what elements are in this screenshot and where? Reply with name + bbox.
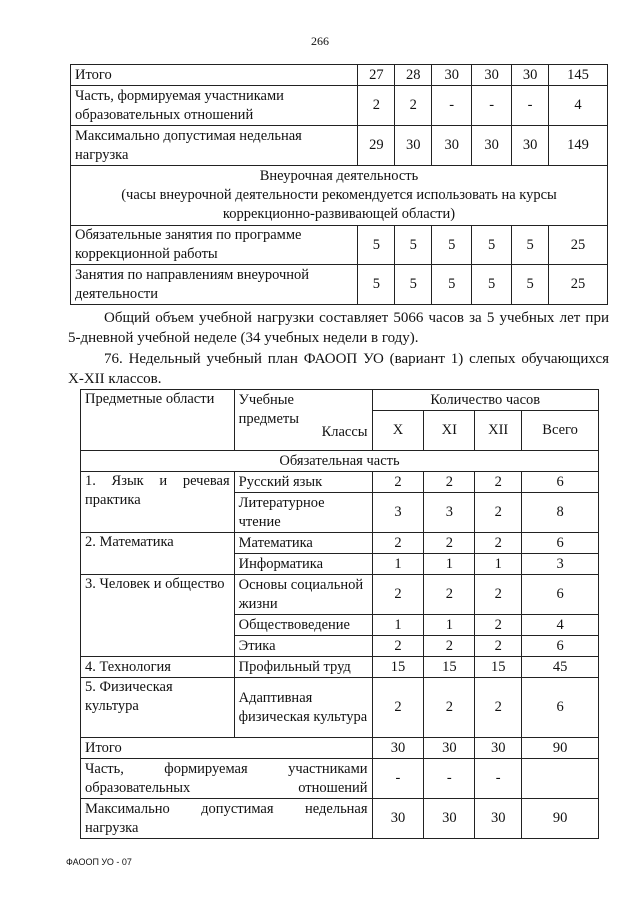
- cell-value: 30: [432, 65, 472, 86]
- cell-value: 5: [472, 226, 512, 265]
- subject-cell: Русский язык: [234, 472, 372, 493]
- cell-value: 30: [472, 126, 512, 166]
- cell-value: 2: [424, 533, 475, 554]
- cell-value: 3: [372, 493, 424, 533]
- cell-value: 2: [475, 533, 522, 554]
- cell-value: 2: [424, 636, 475, 657]
- table-row: [71, 226, 608, 265]
- header-col: X: [372, 411, 424, 451]
- area-cell: 4. Технология: [81, 657, 235, 678]
- cell-value: 2: [475, 575, 522, 615]
- cell-value: 30: [432, 126, 472, 166]
- cell-value: 5: [432, 226, 472, 265]
- cell-value: 5: [395, 226, 432, 265]
- cell-value: 6: [522, 533, 599, 554]
- cell-value: 6: [522, 575, 599, 615]
- cell-value: 6: [522, 472, 599, 493]
- extracurricular-note: (часы внеурочной деятельности рекомендуется использовать на курсы: [121, 187, 557, 203]
- cell-value: 6: [522, 678, 599, 738]
- subject-cell: Этика: [234, 636, 372, 657]
- cell-value: 30: [512, 126, 549, 166]
- cell-value: 2: [475, 472, 522, 493]
- header-classes: Классы: [321, 424, 368, 440]
- row-label: Часть, формируемая участниками образовательных отношений: [81, 759, 373, 799]
- curriculum-table: [80, 389, 599, 839]
- cell-value: 4: [549, 86, 608, 126]
- cell-value: 30: [424, 799, 475, 839]
- subject-cell: Математика: [234, 533, 372, 554]
- header-col: XI: [424, 411, 475, 451]
- cell-value: 27: [358, 65, 395, 86]
- cell-value: 2: [358, 86, 395, 126]
- row-label: Итого: [81, 738, 373, 759]
- table-row: [71, 126, 608, 166]
- cell-value: 2: [424, 678, 475, 738]
- row-label: Максимально допустимая недельная нагрузка: [71, 126, 358, 166]
- cell-value: 1: [372, 554, 424, 575]
- cell-value: -: [372, 759, 424, 799]
- cell-value: 30: [472, 65, 512, 86]
- area-cell: 3. Человек и общество: [81, 575, 235, 657]
- table-row: [71, 65, 608, 86]
- cell-value: 2: [372, 575, 424, 615]
- cell-value: -: [424, 759, 475, 799]
- subject-cell: Профильный труд: [234, 657, 372, 678]
- extracurricular-note: коррекционно-развивающей области): [222, 206, 456, 222]
- cell-value: 25: [549, 226, 608, 265]
- extracurricular-title: Внеурочная деятельность: [259, 168, 419, 184]
- cell-value: 5: [512, 226, 549, 265]
- cell-value: 2: [372, 472, 424, 493]
- subject-cell: Информатика: [234, 554, 372, 575]
- weekly-load-table-continued: [70, 64, 608, 305]
- cell-value: 90: [522, 799, 599, 839]
- cell-value: 45: [522, 657, 599, 678]
- cell-value: 145: [549, 65, 608, 86]
- cell-value: 30: [475, 799, 522, 839]
- cell-value: 1: [424, 615, 475, 636]
- cell-value: 5: [358, 226, 395, 265]
- cell-value: 2: [475, 636, 522, 657]
- area-cell: 5. Физическая культура: [81, 678, 235, 738]
- cell-value: 2: [395, 86, 432, 126]
- cell-value: 5: [358, 265, 395, 305]
- cell-value: 8: [522, 493, 599, 533]
- header-col: XII: [475, 411, 522, 451]
- header-col: Всего: [522, 411, 599, 451]
- cell-value: 5: [472, 265, 512, 305]
- cell-value: -: [432, 86, 472, 126]
- cell-value: 3: [424, 493, 475, 533]
- cell-value: 30: [424, 738, 475, 759]
- paragraph-plan-title: 76. Недельный учебный план ФАООП УО (вариант 1) слепых обучающихся X-XII классов.: [68, 351, 609, 387]
- cell-value: 90: [522, 738, 599, 759]
- cell-value: -: [475, 759, 522, 799]
- row-label: Максимально допустимая недельная нагрузка: [81, 799, 373, 839]
- cell-value: 2: [372, 678, 424, 738]
- cell-value: 149: [549, 126, 608, 166]
- cell-value: 1: [372, 615, 424, 636]
- subject-cell: Основы социальной жизни: [234, 575, 372, 615]
- cell-value: 28: [395, 65, 432, 86]
- table-row: [81, 799, 599, 839]
- subject-cell: Литературное чтение: [234, 493, 372, 533]
- cell-value: -: [512, 86, 549, 126]
- cell-value: 15: [372, 657, 424, 678]
- cell-value: 30: [512, 65, 549, 86]
- cell-value: 2: [424, 575, 475, 615]
- cell-value: 2: [475, 493, 522, 533]
- table-row: [81, 533, 599, 554]
- extracurricular-header: [71, 166, 608, 226]
- header-subjects: Учебные предметы: [238, 392, 299, 427]
- table-row: [81, 472, 599, 493]
- footer-code: ФАООП УО - 07: [66, 857, 132, 867]
- table-row: [71, 265, 608, 305]
- cell-value: 30: [372, 738, 424, 759]
- table-row: [81, 678, 599, 738]
- section-row: [81, 451, 599, 472]
- cell-value: 2: [372, 533, 424, 554]
- cell-value: 5: [432, 265, 472, 305]
- extracurricular-header-row: [71, 166, 608, 226]
- cell-value: 30: [475, 738, 522, 759]
- cell-value: 2: [372, 636, 424, 657]
- cell-value: 4: [522, 615, 599, 636]
- cell-value: 30: [372, 799, 424, 839]
- table-row: [71, 86, 608, 126]
- table-row: [81, 657, 599, 678]
- cell-value: 3: [522, 554, 599, 575]
- row-label: Часть, формируемая участниками образовательных отношений: [71, 86, 358, 126]
- cell-value: 30: [395, 126, 432, 166]
- page-number: 266: [311, 34, 329, 48]
- cell-value: 1: [475, 554, 522, 575]
- table-row: [81, 575, 599, 615]
- cell-value: 6: [522, 636, 599, 657]
- cell-value: 15: [475, 657, 522, 678]
- area-cell: 2. Математика: [81, 533, 235, 575]
- header-subjects-classes: [234, 390, 372, 451]
- cell-value: 2: [475, 615, 522, 636]
- table-row: [81, 759, 599, 799]
- cell-value: 29: [358, 126, 395, 166]
- cell-value: 2: [475, 678, 522, 738]
- row-label: Обязательные занятия по программе коррекционной работы: [71, 226, 358, 265]
- cell-value: 15: [424, 657, 475, 678]
- table-header-row: [81, 390, 599, 411]
- table-row: [81, 738, 599, 759]
- header-areas: Предметные области: [81, 390, 235, 451]
- area-cell: 1. Язык и речевая практика: [81, 472, 235, 533]
- cell-value: 1: [424, 554, 475, 575]
- cell-value: -: [472, 86, 512, 126]
- cell-value: 5: [395, 265, 432, 305]
- cell-value: 5: [512, 265, 549, 305]
- subject-cell: Обществоведение: [234, 615, 372, 636]
- paragraph-total-load: Общий объем учебной нагрузки составляет 5066 часов за 5 учебных лет при 5-дневной учебной неделе (34 учебных недели в году).: [68, 310, 609, 346]
- row-label: Итого: [71, 65, 358, 86]
- cell-value: [522, 759, 599, 799]
- section-mandatory: Обязательная часть: [81, 451, 599, 472]
- subject-cell: Адаптивная физическая культура: [234, 678, 372, 738]
- cell-value: 25: [549, 265, 608, 305]
- header-hours: Количество часов: [372, 390, 598, 411]
- cell-value: 2: [424, 472, 475, 493]
- row-label: Занятия по направлениям внеурочной деятельности: [71, 265, 358, 305]
